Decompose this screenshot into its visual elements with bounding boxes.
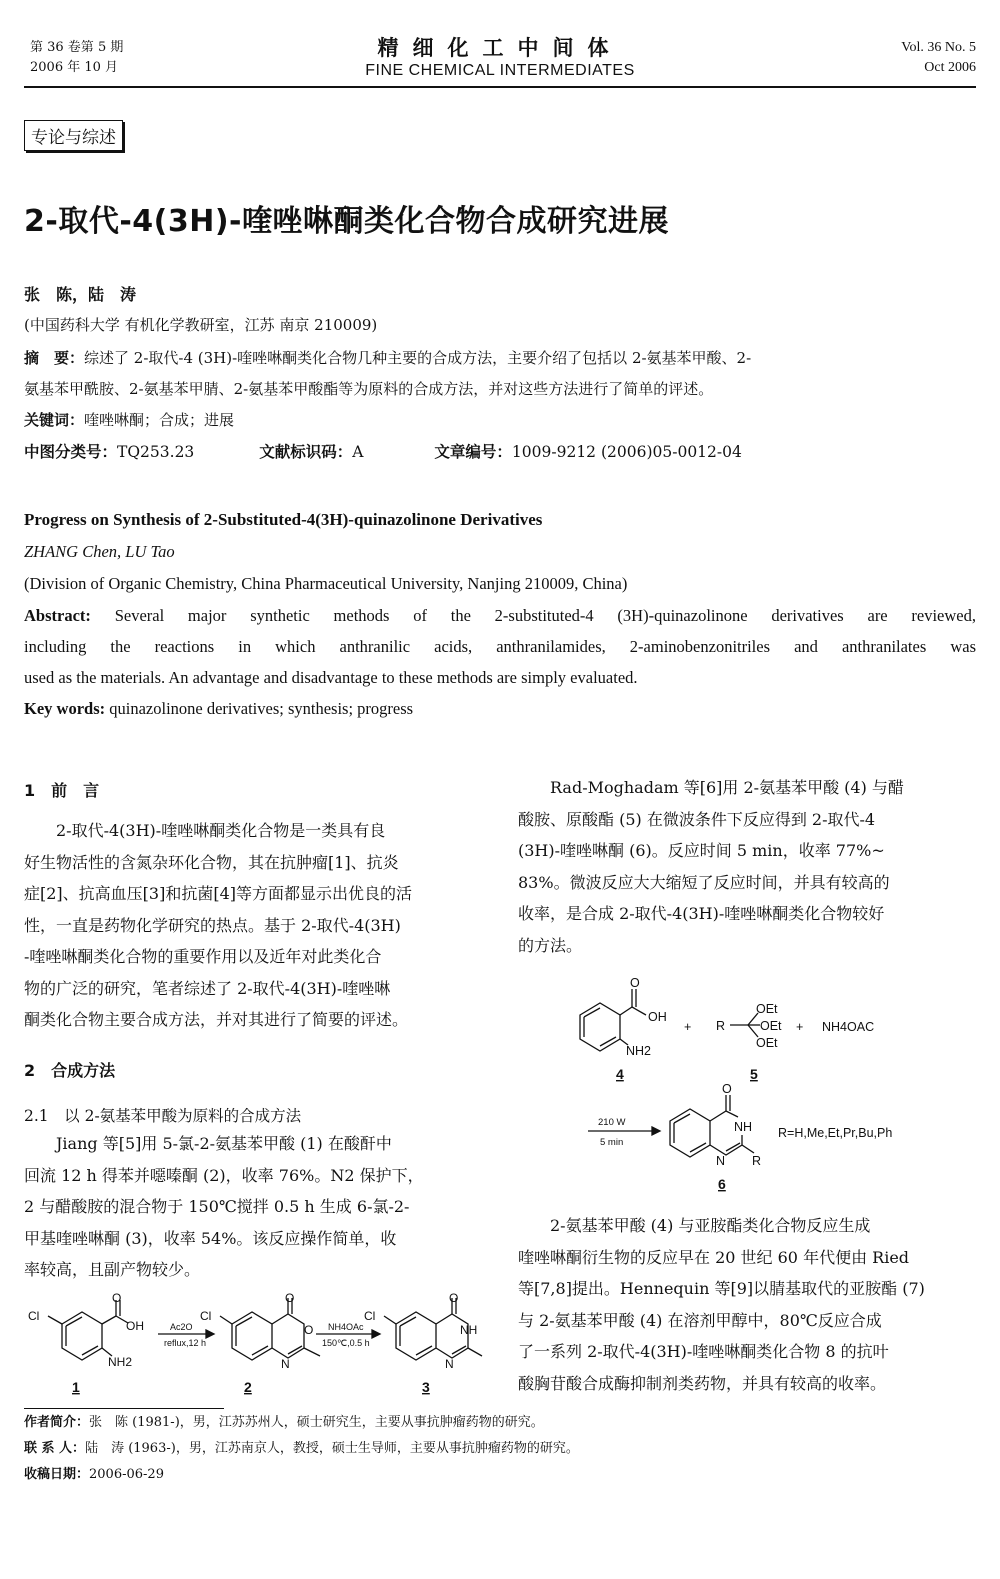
sec1-line: 好生物活性的含氮杂环化合物，其在抗肿瘤[1]、抗炎 <box>24 852 399 872</box>
article-value: 1009-9212 (2006)05-0012-04 <box>511 443 742 461</box>
sec21-line: 率较高，且副产物较少。 <box>24 1260 201 1279</box>
atom-label: O <box>285 1291 295 1305</box>
right-paragraph-1 <box>518 772 974 961</box>
abstract-en <box>24 600 976 724</box>
journal-title-cn: 精细化工中间体 <box>377 36 623 60</box>
affiliation-en: (Division of Organic Chemistry, China Pharmaceutical University, Nanjing 210009, China) <box>24 574 628 593</box>
compound-label-3: 3 <box>422 1379 430 1395</box>
atom-label: N <box>445 1357 454 1371</box>
sec21-line: 甲基喹唑啉酮 (3)，收率 54%。该反应操作简单，收 <box>24 1228 397 1248</box>
rcol-p2-line: 与 2-氨基苯甲酸 (4) 在溶剂甲醇中，80℃反应合成 <box>518 1310 882 1330</box>
keywords-cn-text: 喹唑啉酮；合成；进展 <box>84 411 235 429</box>
section-1-paragraph <box>24 815 476 1036</box>
sec21-line: Jiang 等[5]用 5-氯-2-氨基苯甲酸 (1) 在酸酐中 <box>56 1134 392 1153</box>
atom-label: N <box>281 1357 290 1371</box>
reagent-label: NH4OAC <box>822 1020 875 1034</box>
sec1-line: 酮类化合物主要合成方法，并对其进行了简要的评述。 <box>24 1010 409 1029</box>
rcol-p1-line: 酸胺、原酸酯 (5) 在微波条件下反应得到 2-取代-4 <box>518 809 876 829</box>
paper-title-cn-text: 2-取代-4(3H)-喹唑啉酮类化合物合成研究进展 <box>24 204 670 239</box>
arrow-3-condition-bottom: 5 min <box>600 1137 624 1148</box>
arrow-3-condition-top: 210 W <box>598 1117 626 1128</box>
atom-label: NH <box>460 1323 478 1337</box>
atom-label: O <box>630 976 640 990</box>
doc-value: A <box>352 443 364 461</box>
arrow-1-reagent: Ac2O <box>170 1322 193 1332</box>
atom-label: R <box>752 1154 762 1168</box>
header-volume-en-block <box>901 38 976 78</box>
section-2-heading: 2 合成方法 <box>24 1061 116 1080</box>
contact-note-label: 联 系 人： <box>24 1441 86 1456</box>
atom-label: OEt <box>756 1036 778 1050</box>
subsection-2-1-paragraph <box>24 1128 476 1286</box>
atom-label: Cl <box>364 1309 376 1323</box>
header-date-en: Oct 2006 <box>924 60 976 75</box>
footnotes <box>24 1410 976 1488</box>
sec1-line: 2-取代-4(3H)-喹唑啉酮类化合物是一类具有良 <box>56 821 386 840</box>
sec1-line: 性，一直是药物化学研究的热点。基于 2-取代-4(3H) <box>24 915 401 935</box>
contact-note: 陆 涛 (1963-)，男，江苏南京人，教授，硕士生导师，主要从事抗肿瘤药物的研究。 <box>85 1441 579 1456</box>
doc-label: 文献标识码： <box>259 443 353 461</box>
benzene-ring-4 <box>580 1003 620 1051</box>
abstract-en-line1: Several major synthetic methods of the 2-substituted-4 (3H)-quinazolinone derivatives are reviewed, <box>114 606 976 625</box>
rcol-p1-line: (3H)-喹唑啉酮 (6)。反应时间 5 min，收率 77%~ <box>518 841 885 860</box>
sec21-line: 2 与醋酸胺的混合物于 150℃搅拌 0.5 h 生成 6-氯-2- <box>24 1197 410 1216</box>
keywords-en-text: quinazolinone derivatives; synthesis; progress <box>109 699 414 718</box>
abstract-cn <box>24 343 976 436</box>
atom-label: R <box>716 1019 726 1033</box>
journal-title-en: FINE CHEMICAL INTERMEDIATES <box>365 62 635 79</box>
abstract-cn-label: 摘 要： <box>24 349 85 367</box>
scheme-1 <box>24 1290 484 1400</box>
atom-label: OH <box>648 1010 667 1024</box>
benzene-ring-1 <box>62 1312 102 1360</box>
author-note: 张 陈 (1981-)，男，江苏苏州人，硕士研究生，主要从事抗肿瘤药物的研究。 <box>89 1415 544 1430</box>
atom-label: OEt <box>760 1019 782 1033</box>
atom-label: OEt <box>756 1002 778 1016</box>
abstract-en-label: Abstract: <box>24 606 91 625</box>
rcol-p2-line: 2-氨基苯甲酸 (4) 与亚胺酯类化合物反应生成 <box>550 1216 871 1235</box>
header-volume <box>30 38 123 78</box>
abstract-en-line2: including the reactions in which anthranilic acids, anthranilamides, 2-aminobenzonitriles and anthranilates was <box>24 637 976 656</box>
compound-label-6: 6 <box>718 1176 726 1192</box>
benzene-ring-6 <box>670 1109 710 1157</box>
compound-label-1: 1 <box>72 1379 80 1395</box>
authors-en: ZHANG Chen, LU Tao <box>24 542 175 561</box>
scheme-2 <box>560 975 980 1200</box>
atom-label: Cl <box>200 1309 212 1323</box>
atom-label: O <box>304 1323 314 1337</box>
sec1-line: 症[2]、抗高血压[3]和抗菌[4]等方面都显示出优良的活 <box>24 884 412 903</box>
rcol-p1-line: 83%。微波反应大大缩短了反应时间，并具有较高的 <box>518 872 890 892</box>
arrow-1-condition: reflux,12 h <box>164 1338 207 1348</box>
atom-label: O <box>722 1082 732 1096</box>
sec21-line: 回流 12 h 得苯并噁嗪酮 (2)，收率 76%。N2 保护下， <box>24 1165 424 1185</box>
header-date-cn: 2006 年 10 月 <box>30 60 119 75</box>
paper-title-en: Progress on Synthesis of 2-Substituted-4(3H)-quinazolinone Derivatives <box>24 510 543 529</box>
subsection-2-1-heading: 2.1 以 2-氨基苯甲酸为原料的合成方法 <box>24 1107 302 1125</box>
atom-label: O <box>112 1291 122 1305</box>
clc-value: TQ253.23 <box>117 443 195 461</box>
plus-sign: + <box>684 1020 692 1034</box>
header-volume-en: Vol. 36 No. 5 <box>901 40 976 55</box>
authors-cn: 张 陈，陆 涛 <box>24 285 137 304</box>
atom-label: OH <box>126 1319 144 1333</box>
sec1-line: 物的广泛的研究，笔者综述了 2-取代-4(3H)-喹唑啉 <box>24 978 391 998</box>
sec1-line: -喹唑啉酮类化合物的重要作用以及近年对此类化合 <box>24 947 382 966</box>
received-note: 2006-06-29 <box>89 1467 164 1482</box>
rcol-p1-line: Rad-Moghadam 等[6]用 2-氨基苯甲酸 (4) 与醋 <box>550 778 904 797</box>
author-note-label: 作者简介： <box>24 1415 90 1430</box>
atom-label: Cl <box>28 1309 40 1323</box>
atom-label: NH2 <box>626 1044 652 1058</box>
benzene-ring-2 <box>232 1312 272 1360</box>
right-paragraph-2 <box>518 1210 974 1399</box>
rcol-p2-line: 酸胸苷酸合成酶抑制剂类药物，并具有较高的收率。 <box>518 1373 887 1393</box>
rcol-p1-line: 收率，是合成 2-取代-4(3H)-喹唑啉酮类化合物较好 <box>518 904 885 923</box>
atom-label: NH <box>734 1120 753 1134</box>
journal-title <box>250 32 750 80</box>
compound-label-4: 4 <box>616 1066 624 1082</box>
abstract-en-line3: used as the materials. An advantage and disadvantage to these methods are simply evaluated. <box>24 668 638 687</box>
compound-label-2: 2 <box>244 1379 252 1395</box>
classification-line <box>24 440 976 462</box>
atom-label: O <box>449 1291 459 1305</box>
benzene-ring-3 <box>396 1312 436 1360</box>
rcol-p1-line: 的方法。 <box>518 935 583 955</box>
header-rule <box>24 86 976 88</box>
plus-sign: + <box>796 1020 804 1034</box>
compound-label-5: 5 <box>750 1066 758 1082</box>
header-volume-cn: 第 36 卷第 5 期 <box>30 40 124 55</box>
article-label: 文章编号： <box>434 443 512 461</box>
clc-label: 中图分类号： <box>24 443 118 461</box>
footnote-rule <box>24 1408 224 1409</box>
abstract-cn-line1: 综述了 2-取代-4 (3H)-喹唑啉酮类化合物几种主要的合成方法，主要介绍了包括以 2-氨基苯甲酸、2- <box>84 349 752 367</box>
rcol-p2-line: 等[7,8]提出。Hennequin 等[9]以腈基取代的亚胺酯 (7) <box>518 1279 925 1298</box>
r-group-list: R=H,Me,Et,Pr,Bu,Ph <box>778 1126 893 1140</box>
rcol-p2-line: 喹唑啉酮衍生物的反应早在 20 世纪 60 年代便由 Ried <box>518 1247 910 1267</box>
arrow-2-condition: 150℃,0.5 h <box>322 1338 370 1348</box>
affiliation-cn: (中国药科大学 有机化学教研室，江苏 南京 210009) <box>24 316 378 334</box>
column-tag: 专论与综述 <box>24 120 123 151</box>
abstract-cn-line2: 氨基苯甲酰胺、2-氨基苯甲腈、2-氨基苯甲酸酯等为原料的合成方法，并对这些方法进行了简单的评述。 <box>24 380 714 398</box>
paper-title-cn <box>24 196 669 240</box>
keywords-en-label: Key words: <box>24 699 106 718</box>
keywords-cn-label: 关键词： <box>24 411 85 429</box>
atom-label: NH2 <box>108 1355 133 1369</box>
section-1-heading: 1 前 言 <box>24 781 100 800</box>
arrow-2-reagent: NH4OAc <box>328 1322 364 1332</box>
received-note-label: 收稿日期： <box>24 1467 90 1482</box>
rcol-p2-line: 了一系列 2-取代-4(3H)-喹唑啉酮类化合物 8 的抗叶 <box>518 1342 889 1361</box>
atom-label: N <box>716 1154 726 1168</box>
